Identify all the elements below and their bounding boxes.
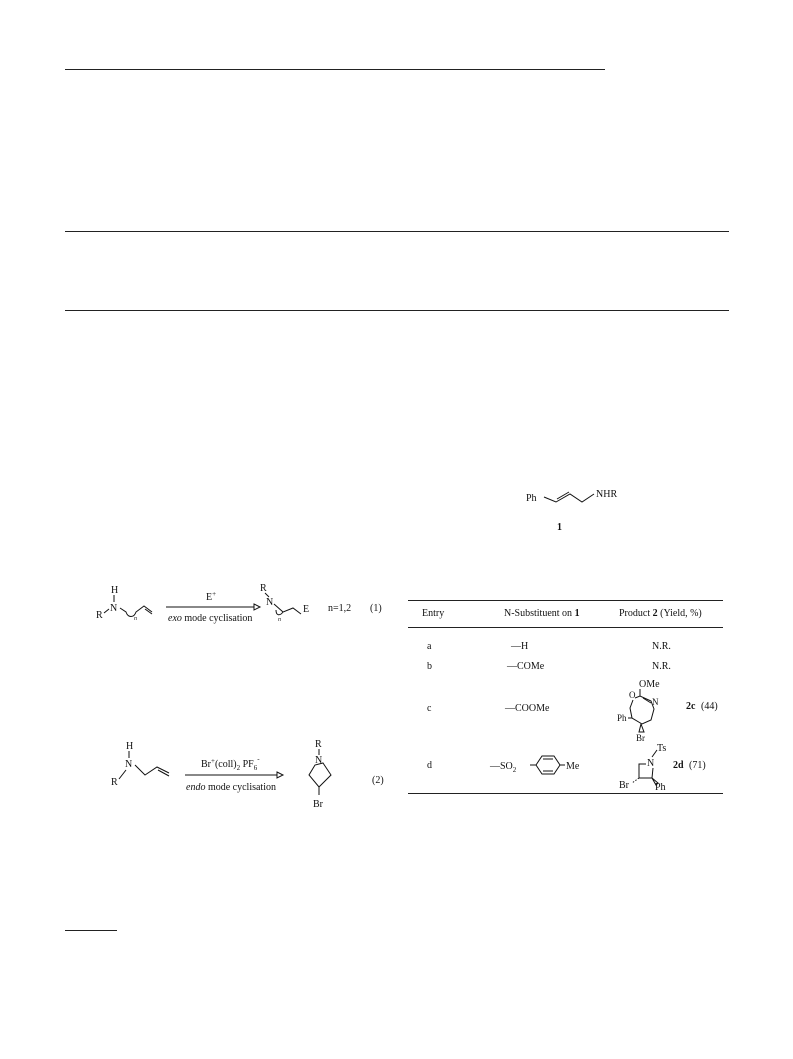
row-a-entry: a — [427, 641, 432, 652]
scheme-1-n: N — [110, 603, 118, 614]
compound-1-chain — [544, 494, 594, 502]
scheme-1-product-e: E — [303, 604, 310, 615]
row-a-substituent: —H — [511, 641, 529, 652]
header-substituent-text: N-Substituent on — [504, 608, 575, 619]
footnote-rule — [65, 930, 117, 931]
scheme-2-azetidine-ring — [309, 763, 331, 787]
scheme-1-product-n-subscript: n — [278, 617, 281, 623]
scheme-1-r: R — [96, 610, 103, 621]
row-c-yield: (44) — [701, 701, 718, 712]
header-product-bold: 2 — [652, 608, 658, 619]
scheme-1-arrowhead — [254, 604, 260, 610]
scheme-2 — [105, 735, 400, 820]
header-product-suffix: (Yield, %) — [657, 608, 702, 619]
top-rule-short — [65, 69, 605, 70]
scheme-2-r: R — [111, 777, 118, 788]
row-d-yield: (71) — [689, 760, 706, 771]
row-d-me: Me — [566, 761, 580, 772]
header-entry: Entry — [422, 608, 445, 619]
section-rule-lower — [65, 310, 729, 311]
row-c-substituent: —COOMe — [505, 703, 550, 714]
row-c-label: 2c — [686, 701, 696, 712]
row-d-so2-text: $—SO_2$ — [490, 761, 517, 774]
row-c-br: Br — [636, 733, 645, 743]
header-substituent — [504, 608, 580, 619]
scheme-1-mode: exo mode cyclisation — [168, 613, 253, 624]
row-d-substituent — [486, 750, 601, 778]
scheme-2-arrowhead — [277, 772, 283, 778]
row-d-n: N — [647, 758, 655, 769]
table-header — [408, 600, 723, 628]
scheme-2-product-br: Br — [313, 799, 323, 810]
row-d-ph: Ph — [655, 782, 666, 793]
row-c-o: O — [629, 690, 636, 700]
row-d-entry: d — [427, 760, 432, 771]
row-d-label: 2d — [673, 760, 684, 771]
scheme-2-product-n: N — [315, 755, 323, 766]
row-c-n: N — [652, 697, 659, 707]
section-rule-upper — [65, 231, 729, 232]
table-bottom-rule — [408, 793, 723, 794]
scheme-1-condition: n=1,2 — [328, 603, 352, 614]
row-d-ts: Ts — [657, 743, 667, 754]
row-c-oxazinone-structure — [606, 676, 716, 744]
compound-1-label: 1 — [557, 522, 562, 533]
row-c-ring — [630, 696, 654, 724]
compound-1-ph: Ph — [526, 493, 537, 504]
scheme-2-product-r: R — [315, 739, 322, 750]
header-substituent-bold: 1 — [574, 608, 580, 619]
row-d-br: Br — [619, 780, 629, 791]
scheme-1-chain — [120, 606, 152, 617]
scheme-2-h: H — [126, 741, 134, 752]
row-a-product: N.R. — [652, 641, 671, 652]
scheme-1-eq-number: (1) — [370, 603, 382, 614]
row-c-ome: OMe — [639, 679, 660, 690]
row-b-substituent: —COMe — [507, 661, 545, 672]
scheme-2-mode: endo mode cyclisation — [186, 782, 276, 793]
scheme-1-product-r: R — [260, 583, 267, 594]
scheme-1-h: H — [111, 585, 119, 596]
scheme-1-reagent: E+ — [206, 590, 217, 603]
row-b-entry: b — [427, 661, 432, 672]
scheme-2-eq-number: (2) — [372, 775, 384, 786]
compound-1-nhr: NHR — [596, 489, 618, 500]
compound-1-structure — [520, 480, 630, 540]
row-b-product: N.R. — [652, 661, 671, 672]
row-d-ring-hash — [632, 778, 639, 783]
row-c-entry: c — [427, 703, 432, 714]
scheme-1-product-ring — [274, 604, 301, 615]
header-product — [619, 608, 702, 619]
scheme-2-n: N — [125, 759, 133, 770]
header-product-text: Product — [619, 608, 653, 619]
row-c-ph: Ph — [617, 713, 627, 723]
row-d-azetidine-structure — [621, 740, 721, 792]
scheme-1-rn-bond — [104, 609, 109, 613]
scheme-2-reagent: $Br^+(coll)_2$ $PF_6^-$ — [201, 755, 260, 772]
scheme-1-n-subscript: n — [134, 616, 137, 622]
scheme-2-alkene-bond — [158, 770, 169, 776]
scheme-1-product-n: N — [266, 597, 274, 608]
scheme-2-rn-bond — [119, 770, 126, 779]
scheme-1 — [90, 580, 400, 640]
row-c-br-wedge — [639, 724, 644, 732]
